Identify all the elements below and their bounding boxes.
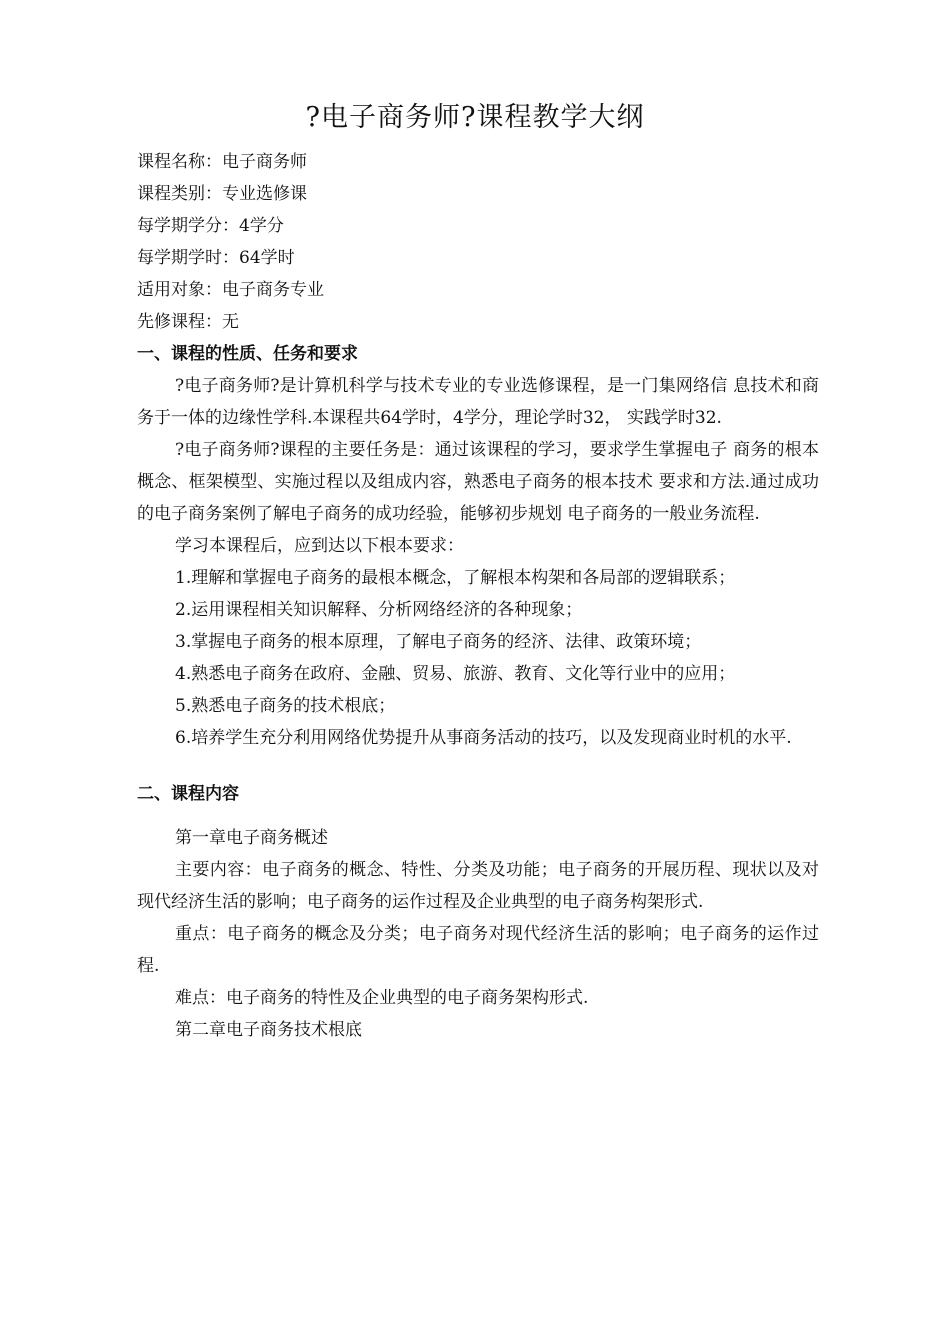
section-heading-content: 二、课程内容 [137,784,239,804]
chapter-title: 第二章电子商务技术根底 [175,1020,362,1040]
requirement-item: 3.掌握电子商务的根本原理，了解电子商务的经济、法律、政策环境； [175,632,702,652]
paragraph-requirements-intro: 学习本课程后，应到达以下根本要求： [175,536,464,556]
chapter-main-content: 主要内容：电子商务的概念、特性、分类及功能；电子商务的开展历程、现状以及对现代经济生活的影响；电子商务的运作过程及企业典型的电子商务构架形式. [137,860,819,912]
spacer [137,810,819,822]
meta-course-category: 课程类别：专业选修课 [137,184,307,204]
meta-audience: 适用对象：电子商务专业 [137,280,324,300]
paragraph-tasks: ?电子商务师?课程的主要任务是：通过该课程的学习，要求学生掌握电子 商务的根本概念、框架模型、实施过程以及组成内容，熟悉电子商务的根本技术 要求和方法.通过成功的电子商务案例了解电子商务的成功经验，能够初步规划 电子商务的一般业务流程. [137,440,819,524]
chapter-key-points: 重点：电子商务的概念及分类；电子商务对现代经济生活的影响；电子商务的运作过程. [137,924,819,976]
meta-prerequisite: 先修课程：无 [137,312,239,332]
chapter-title: 第一章电子商务概述 [175,828,328,848]
requirement-item: 5.熟悉电子商务的技术根底； [175,696,396,716]
meta-credits: 每学期学分：4学分 [137,216,284,236]
chapter-difficult-points: 难点：电子商务的特性及企业典型的电子商务架构形式. [175,988,589,1008]
spacer [137,754,819,778]
requirement-item: 6.培养学生充分利用网络优势提升从事商务活动的技巧，以及发现商业时机的水平. [175,728,792,748]
meta-course-name: 课程名称：电子商务师 [137,152,307,172]
section-heading-nature: 一、课程的性质、任务和要求 [137,344,358,364]
meta-hours: 每学期学时：64学时 [137,248,295,268]
document-body [137,146,819,1046]
requirement-item: 4.熟悉电子商务在政府、金融、贸易、旅游、教育、文化等行业中的应用； [175,664,736,684]
requirement-item: 1.理解和掌握电子商务的最根本概念，了解根本构架和各局部的逻辑联系； [175,568,736,588]
requirement-item: 2.运用课程相关知识解释、分析网络经济的各种现象； [175,600,583,620]
paragraph-nature: ?电子商务师?是计算机科学与技术专业的专业选修课程，是一门集网络信 息技术和商务于一体的边缘性学科.本课程共64学时，4学分，理论学时32， 实践学时32. [137,376,819,428]
document-title: ?电子商务师?课程教学大纲 [305,102,645,133]
